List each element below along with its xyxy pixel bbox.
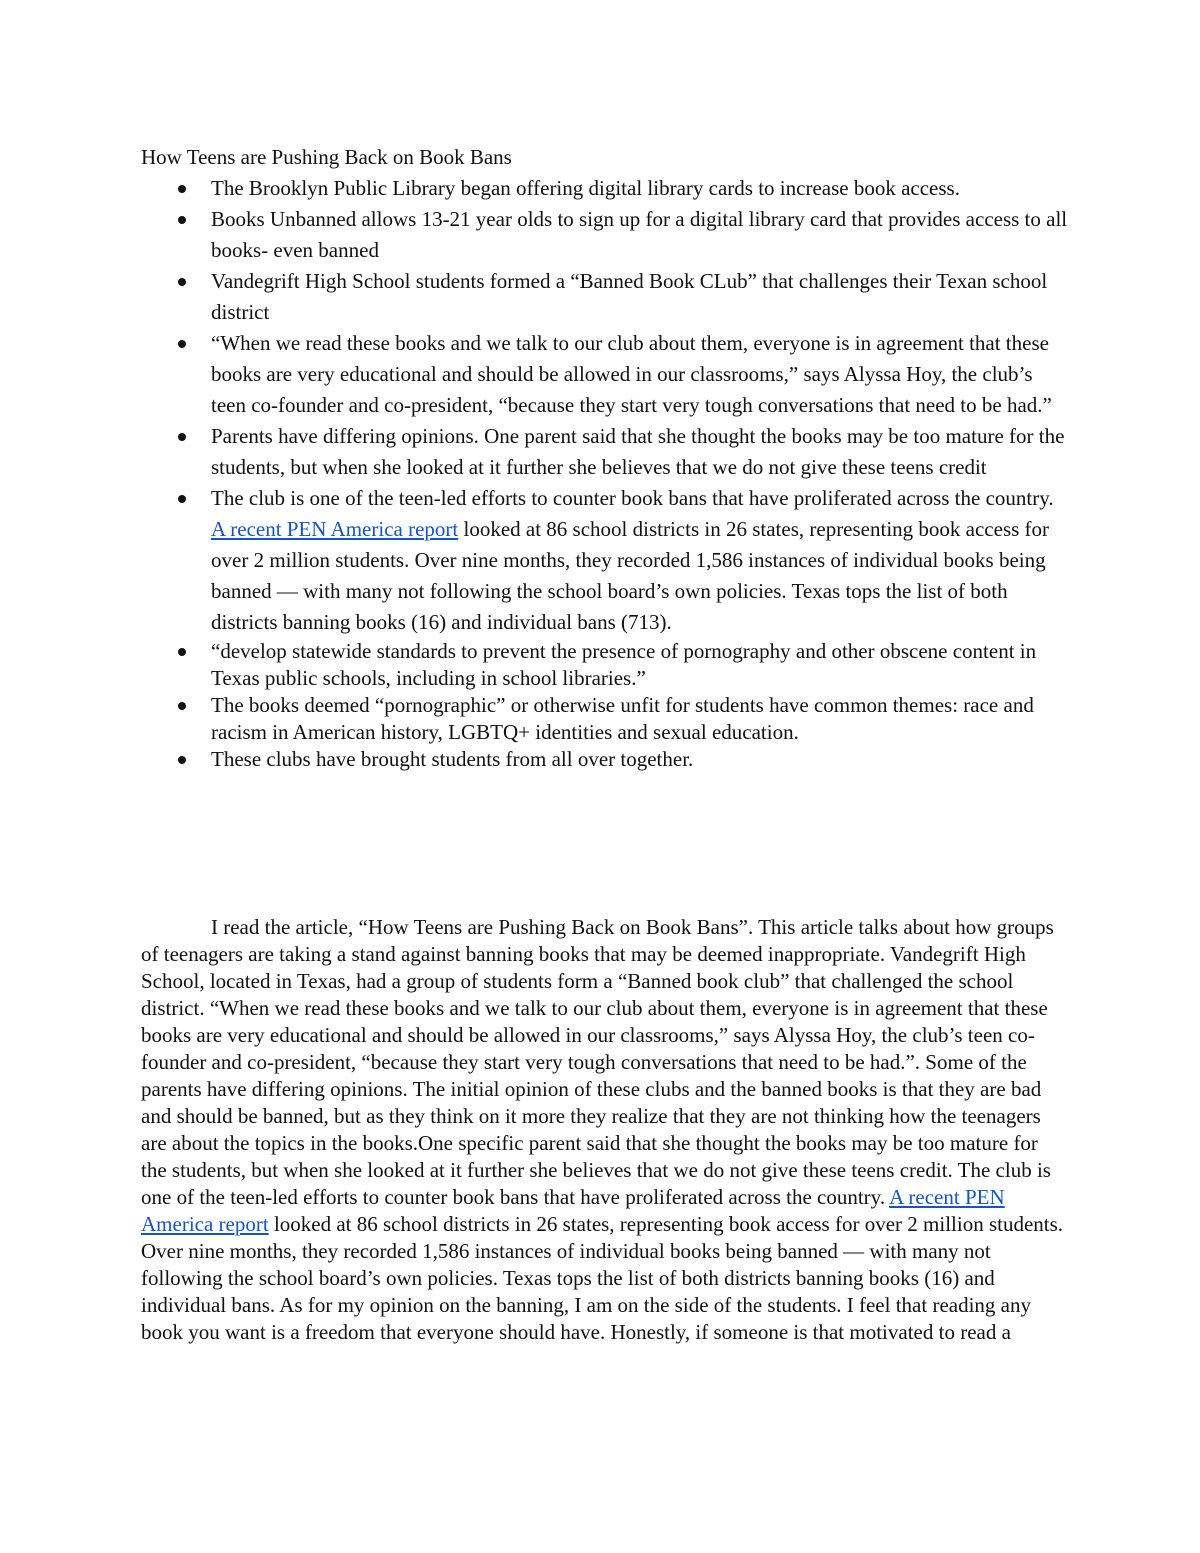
essay-text-after-link: looked at 86 school districts in 26 states, representing book access for over 2 million students. Over nine months, they recorded 1,586 instances of individual books being banned — with many not following the school board’s own policies. Texas tops the list of both districts banning books (16) and individual bans. As for my opinion on the banning, I am on the side of the students. I feel that reading any book you want is a freedom that everyone should have. Honestly, if someone is that motivated to read a xyxy=(141,1212,1064,1344)
bullet-item xyxy=(141,692,1071,746)
bullet-text: Vandegrift High School students formed a “Banned Book CLub” that challenges their Texan school district xyxy=(211,269,1048,324)
bullet-item xyxy=(141,328,1071,421)
bullet-dot-icon xyxy=(178,185,186,193)
bullet-text: Parents have differing opinions. One parent said that she thought the books may be too mature for the students, but when she looked at it further she believes that we do not give these teens credit xyxy=(211,424,1065,479)
pen-america-report-link[interactable]: A recent PEN America report xyxy=(211,517,459,541)
bullet-item xyxy=(141,638,1071,692)
bullet-dot-icon xyxy=(178,340,186,348)
bullet-text: The books deemed “pornographic” or otherwise unfit for students have common themes: race and racism in American history, LGBTQ+ identities and sexual education. xyxy=(211,693,1034,744)
bullet-dot-icon xyxy=(178,702,186,710)
bullet-item xyxy=(141,266,1071,328)
bullet-item xyxy=(141,204,1071,266)
bullet-text: “When we read these books and we talk to our club about them, everyone is in agreement that these books are very educational and should be allowed in our classrooms,” says Alyssa Hoy, the club’s teen co-founder and co-president, “because they start very tough conversations that need to be had.” xyxy=(211,331,1052,417)
bullet-dot-icon xyxy=(178,278,186,286)
bullet-item xyxy=(141,746,1071,773)
bullet-item xyxy=(141,173,1071,204)
bullet-text-after-link: looked at 86 school districts in 26 states, representing book access for over 2 million students. Over nine months, they recorded 1,586 instances of individual books being banned — with many not following the school board’s own policies. Texas tops the list of both districts banning books (16) and individual bans (713). xyxy=(211,517,1050,634)
bullet-dot-icon xyxy=(178,433,186,441)
notes-bullet-list xyxy=(141,173,1071,773)
bullet-text: Books Unbanned allows 13-21 year olds to sign up for a digital library card that provides access to all books- even banned xyxy=(211,207,1068,262)
bullet-text: “develop statewide standards to prevent the presence of pornography and other obscene content in Texas public schools, including in school libraries.” xyxy=(211,639,1037,690)
bullet-item xyxy=(141,483,1071,638)
bullet-text: These clubs have brought students from all over together. xyxy=(211,747,694,771)
bullet-dot-icon xyxy=(178,756,186,764)
pen-america-report-link[interactable]: A recent PEN America report xyxy=(141,1185,1005,1236)
bullet-dot-icon xyxy=(178,216,186,224)
bullet-dot-icon xyxy=(178,495,186,503)
document-title: How Teens are Pushing Back on Book Bans xyxy=(141,145,512,169)
bullet-dot-icon xyxy=(178,648,186,656)
essay-text-before-link: I read the article, “How Teens are Pushing Back on Book Bans”. This article talks about how groups of teenagers are taking a stand against banning books that may be deemed inappropriate. Vandegrift High School, located in Texas, had a group of students form a “Banned book club” that challenged the school district. “When we read these books and we talk to our club about them, everyone is in agreement that these books are very educational and should be allowed in our classrooms,” says Alyssa Hoy, the club’s teen co-founder and co-president, “because they start very tough conversations that need to be had.”. Some of the parents have differing opinions. The initial opinion of these clubs and the banned books is that they are bad and should be banned, but as they think on it more they realize that they are not thinking how the teenagers are about the topics in the books.One specific parent said that she thought the books may be too mature for the students, but when she looked at it further she believes that we do not give these teens credit. The club is one of the teen-led efforts to counter book bans that have proliferated across the country. xyxy=(141,915,1054,1209)
bullet-text-before-link: The club is one of the teen-led efforts to counter book bans that have proliferated across the country. xyxy=(211,486,1054,510)
bullet-text: The Brooklyn Public Library began offering digital library cards to increase book access. xyxy=(211,176,960,200)
bullet-item xyxy=(141,421,1071,483)
essay-paragraph xyxy=(141,914,1066,1346)
